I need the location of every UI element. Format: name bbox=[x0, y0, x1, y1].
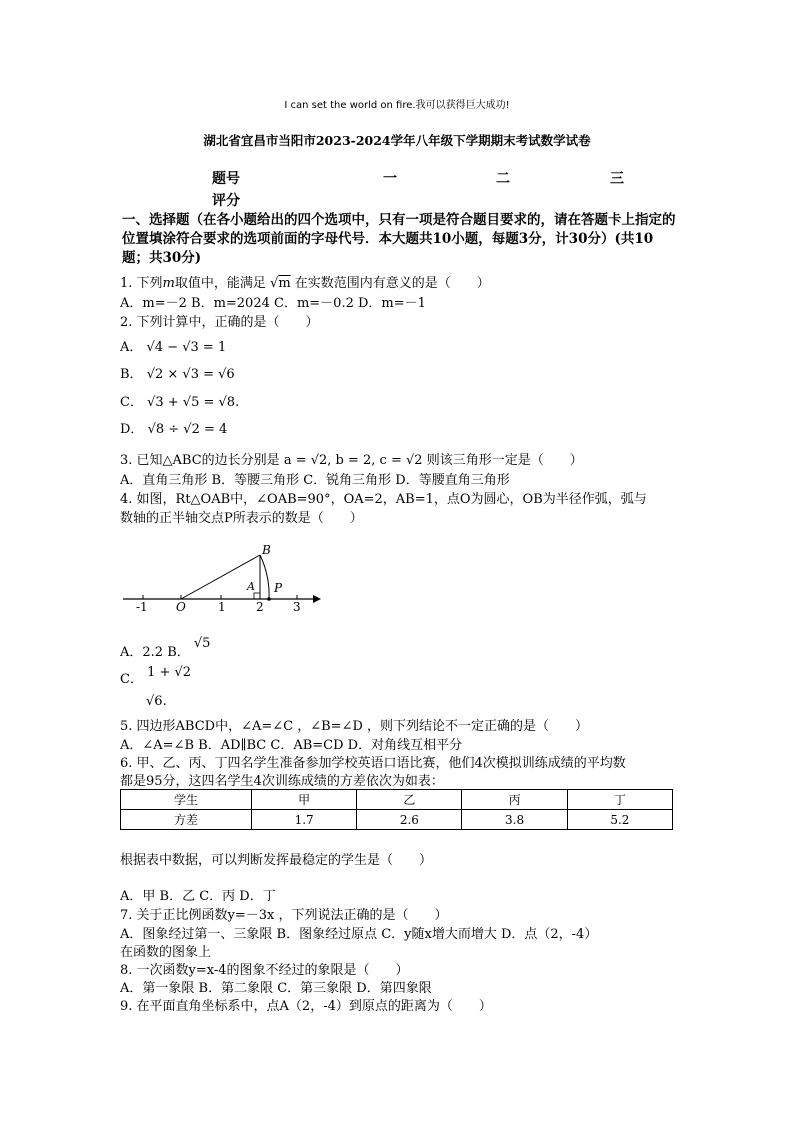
q7-stem: 7. 关于正比例函数y=－3x ，下列说法正确的是（ ） bbox=[120, 908, 448, 923]
table-row bbox=[121, 810, 673, 830]
score-row2-label: 评分 bbox=[212, 193, 240, 209]
q3-options: A．直角三角形 B．等腰三角形 C．锐角三角形 D．等腰直角三角形 bbox=[120, 473, 510, 488]
section1-heading: 一、选择题（在各小题给出的四个选项中，只有一项是符合题目要求的，请在答题卡上指定的位置填涂符合要求的选项前面的字母代号．本大题共10小题，每题3分，计30分）(共10题；共30分) bbox=[122, 212, 676, 266]
q2-option-a: A． √4 − √3 = 1 bbox=[120, 340, 227, 355]
table-cell: 3.8 bbox=[462, 810, 567, 830]
q5-stem: 5. 四边形ABCD中，∠A=∠C ，∠B=∠D ，则下列结论不一定正确的是（ ） bbox=[120, 719, 589, 734]
q2-option-b: B． √2 × √3 = √6 bbox=[120, 367, 235, 382]
header-motto: I can set the world on fire.我可以获得巨大成功! bbox=[284, 100, 510, 111]
table-cell: 2.6 bbox=[357, 810, 462, 830]
q9-stem: 9. 在平面直角坐标系中，点A（2，-4）到原点的距离为（ ） bbox=[120, 999, 492, 1014]
table-header-cell: 学生 bbox=[121, 790, 252, 810]
q1-stem: 1. 下列m取值中，能满足 √m 在实数范围内有意义的是（ ） bbox=[120, 276, 490, 291]
q2-option-d: D． √8 ÷ √2 = 4 bbox=[120, 422, 228, 437]
q7-options-line2: 在函数的图象上 bbox=[120, 945, 212, 960]
table-header-cell: 乙 bbox=[357, 790, 462, 810]
point-a-label: A bbox=[247, 580, 255, 593]
q1-radical: √m bbox=[270, 276, 291, 291]
score-row1-label: 题号 bbox=[212, 171, 240, 187]
tick-label-1: 1 bbox=[218, 600, 226, 614]
table-cell: 5.2 bbox=[567, 810, 672, 830]
score-col1: 一 bbox=[383, 171, 397, 187]
q3-expr: a = √2, b = 2, c = √2 bbox=[283, 453, 423, 468]
q4-line1: 4. 如图，Rt△OAB中，∠OAB=90°，OA=2，AB=1，点O为圆心，OB为半径作弧，弧与 bbox=[120, 492, 647, 507]
q4-options-ab: A．2.2 B． √5 bbox=[120, 636, 211, 660]
tick-label-2: 2 bbox=[256, 600, 264, 614]
score-col2: 二 bbox=[496, 171, 510, 187]
q1-options: A．m=－2 B．m=2024 C．m=－0.2 D．m=－1 bbox=[120, 296, 426, 311]
point-o-label: O bbox=[176, 600, 186, 614]
exam-title: 湖北省宜昌市当阳市2023-2024学年八年级下学期期末考试数学试卷 bbox=[203, 133, 591, 148]
q6-options: A．甲 B．乙 C．丙 D．丁 bbox=[120, 889, 276, 904]
q2-option-c: C． √3 + √5 = √8. bbox=[120, 395, 240, 410]
table-header-row bbox=[121, 790, 673, 810]
q6-line2: 都是95分，这四名学生4次训练成绩的方差依次为如表： bbox=[120, 774, 444, 789]
table-cell: 1.7 bbox=[252, 810, 357, 830]
q3-stem: 3. 已知△ABC的边长分别是 a = √2, b = 2, c = √2 则该三角形一定是（ ） bbox=[120, 453, 583, 468]
table-header-cell: 丙 bbox=[462, 790, 567, 810]
q8-stem: 8. 一次函数y=x-4的图象不经过的象限是（ ） bbox=[120, 963, 409, 978]
table-header-cell: 甲 bbox=[252, 790, 357, 810]
q5-options: A．∠A=∠B B．AD∥BC C．AB=CD D．对角线互相平分 bbox=[120, 738, 463, 753]
score-col3: 三 bbox=[610, 171, 624, 187]
tick-label-neg1: -1 bbox=[136, 600, 148, 614]
q4-line2: 数轴的正半轴交点P所表示的数是（ ） bbox=[120, 511, 363, 526]
q6-line1: 6. 甲、乙、丙、丁四名学生准备参加学校英语口语比赛，他们4次模拟训练成绩的平均数 bbox=[120, 756, 626, 771]
q6-after-table: 根据表中数据，可以判断发挥最稳定的学生是（ ） bbox=[120, 853, 433, 868]
point-p-label: P bbox=[274, 581, 283, 595]
tick-label-3: 3 bbox=[293, 600, 301, 614]
q8-options: A．第一象限 B．第二象限 C．第三象限 D．第四象限 bbox=[120, 981, 432, 996]
table-cell: 方差 bbox=[121, 810, 252, 830]
q4-option-c: C． 1 + √2 bbox=[120, 665, 192, 687]
q7-options-line1: A．图象经过第一、三象限 B．图象经过原点 C．y随x增大而增大 D．点（2，-4） bbox=[120, 927, 598, 942]
q4-option-d: √6. bbox=[146, 694, 167, 709]
q4-number-line-figure bbox=[118, 540, 328, 615]
variance-table bbox=[120, 789, 673, 830]
table-header-cell: 丁 bbox=[567, 790, 672, 810]
q2-stem: 2. 下列计算中，正确的是（ ） bbox=[120, 315, 319, 330]
point-b-label: B bbox=[262, 543, 271, 557]
